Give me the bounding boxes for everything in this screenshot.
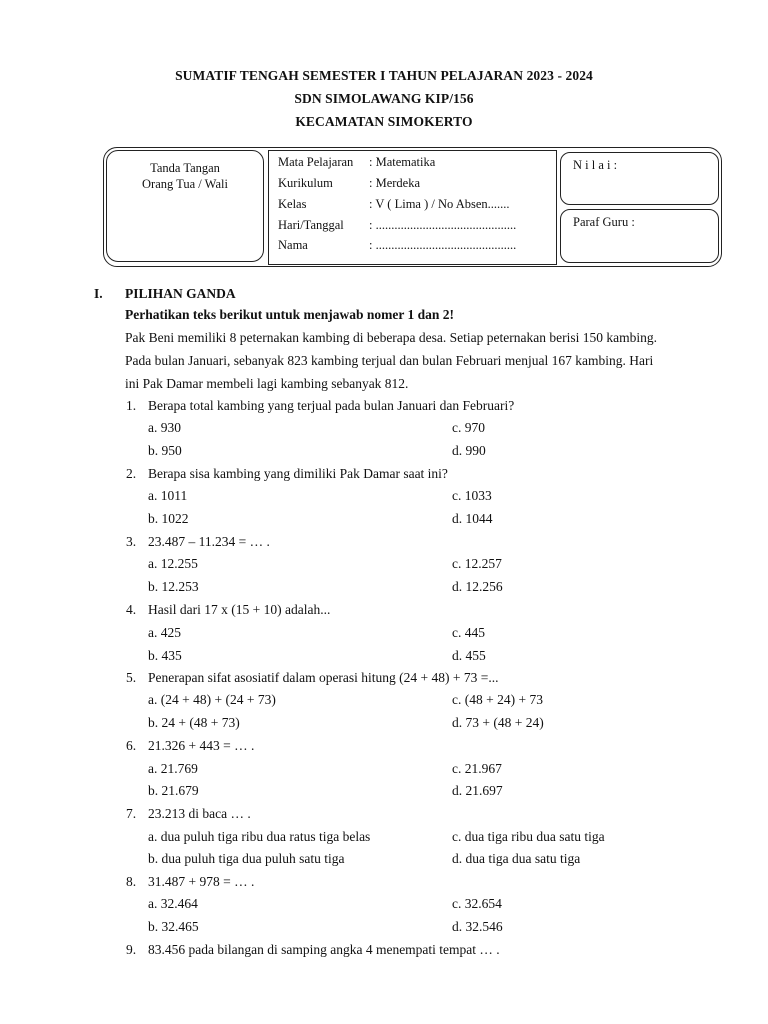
info-value: : V ( Lima ) / No Absen....... bbox=[369, 197, 510, 211]
section-title: PILIHAN GANDA bbox=[125, 286, 236, 301]
question-text: Berapa total kambing yang terjual pada bulan Januari dan Februari? bbox=[148, 398, 515, 413]
option-d: d. 32.546 bbox=[452, 919, 503, 934]
option-a: a. 425 bbox=[148, 625, 181, 640]
option-b: b. 1022 bbox=[148, 511, 189, 526]
question-text: Berapa sisa kambing yang dimiliki Pak Damar saat ini? bbox=[148, 466, 448, 481]
reading-paragraph bbox=[125, 326, 725, 395]
paragraph-line: ini Pak Damar membeli lagi kambing sebanyak 812. bbox=[125, 376, 409, 391]
option-b: b. 12.253 bbox=[148, 579, 199, 594]
info-label: Kelas bbox=[278, 197, 307, 211]
parent-signature-box bbox=[106, 150, 264, 262]
option-c: c. 21.967 bbox=[452, 761, 502, 776]
question-text: 23.487 – 11.234 = … . bbox=[148, 534, 270, 549]
info-label: Mata Pelajaran bbox=[278, 155, 354, 169]
teacher-initial-box bbox=[560, 209, 719, 263]
option-c: c. 1033 bbox=[452, 488, 492, 503]
score-label: N i l a i : bbox=[573, 158, 618, 172]
option-d: d. 12.256 bbox=[452, 579, 503, 594]
option-a: a. 21.769 bbox=[148, 761, 198, 776]
reading-instruction: Perhatikan teks berikut untuk menjawab nomer 1 dan 2! bbox=[125, 307, 455, 322]
option-b: b. 21.679 bbox=[148, 783, 199, 798]
teacher-initial-label: Paraf Guru : bbox=[573, 215, 635, 229]
question-text: 23.213 di baca … . bbox=[148, 806, 251, 821]
option-d: d. 73 + (48 + 24) bbox=[452, 715, 544, 730]
question-number: 5. bbox=[126, 670, 137, 685]
option-d: d. 1044 bbox=[452, 511, 493, 526]
option-d: d. 455 bbox=[452, 648, 486, 663]
signature-label-line2: Orang Tua / Wali bbox=[142, 177, 228, 191]
option-c: c. 970 bbox=[452, 420, 485, 435]
student-info-box bbox=[268, 150, 557, 265]
option-d: d. 990 bbox=[452, 443, 486, 458]
option-a: a. 32.464 bbox=[148, 896, 198, 911]
option-b: b. dua puluh tiga dua puluh satu tiga bbox=[148, 851, 345, 866]
question-number: 8. bbox=[126, 874, 137, 889]
option-d: d. dua tiga dua satu tiga bbox=[452, 851, 581, 866]
question-text: Penerapan sifat asosiatif dalam operasi hitung (24 + 48) + 73 =... bbox=[148, 670, 499, 685]
option-a: a. 1011 bbox=[148, 488, 188, 503]
option-c: c. 12.257 bbox=[452, 556, 502, 571]
info-label: Nama bbox=[278, 238, 308, 252]
exam-title: SUMATIF TENGAH SEMESTER I TAHUN PELAJARAN 2023 - 2024 bbox=[175, 68, 593, 83]
option-b: b. 950 bbox=[148, 443, 182, 458]
score-box bbox=[560, 152, 719, 205]
option-b: b. 435 bbox=[148, 648, 182, 663]
option-a: a. 930 bbox=[148, 420, 181, 435]
option-b: b. 24 + (48 + 73) bbox=[148, 715, 240, 730]
option-c: c. dua tiga ribu dua satu tiga bbox=[452, 829, 605, 844]
info-label: Kurikulum bbox=[278, 176, 333, 190]
question-number: 4. bbox=[126, 602, 137, 617]
paragraph-line: Pak Beni memiliki 8 peternakan kambing di beberapa desa. Setiap peternakan berisi 150 kambing. bbox=[125, 330, 657, 345]
question-text: Hasil dari 17 x (15 + 10) adalah... bbox=[148, 602, 331, 617]
question-number: 1. bbox=[126, 398, 137, 413]
signature-label-line1: Tanda Tangan bbox=[150, 161, 220, 175]
option-a: a. 12.255 bbox=[148, 556, 198, 571]
district-name: KECAMATAN SIMOKERTO bbox=[295, 114, 473, 129]
option-b: b. 32.465 bbox=[148, 919, 199, 934]
section-number: I. bbox=[94, 286, 103, 301]
option-a: a. (24 + 48) + (24 + 73) bbox=[148, 692, 276, 707]
option-a: a. dua puluh tiga ribu dua ratus tiga belas bbox=[148, 829, 371, 844]
option-d: d. 21.697 bbox=[452, 783, 503, 798]
question-text: 21.326 + 443 = … . bbox=[148, 738, 255, 753]
option-c: c. 32.654 bbox=[452, 896, 502, 911]
question-number: 9. bbox=[126, 942, 137, 957]
question-number: 2. bbox=[126, 466, 137, 481]
question-text: 83.456 pada bilangan di samping angka 4 menempati tempat … . bbox=[148, 942, 500, 957]
question-number: 6. bbox=[126, 738, 137, 753]
info-value: : Matematika bbox=[369, 155, 436, 169]
info-value: : ............................................. bbox=[369, 218, 517, 232]
question-text: 31.487 + 978 = … . bbox=[148, 874, 255, 889]
option-c: c. (48 + 24) + 73 bbox=[452, 692, 543, 707]
info-label: Hari/Tanggal bbox=[278, 218, 344, 232]
question-number: 7. bbox=[126, 806, 137, 821]
option-c: c. 445 bbox=[452, 625, 485, 640]
info-value: : Merdeka bbox=[369, 176, 421, 190]
question-number: 3. bbox=[126, 534, 137, 549]
info-value: : ............................................. bbox=[369, 238, 517, 252]
school-name: SDN SIMOLAWANG KIP/156 bbox=[294, 91, 474, 106]
paragraph-line: Pada bulan Januari, sebanyak 823 kambing terjual dan bulan Februari menjual 167 kambing. Hari bbox=[125, 353, 654, 368]
